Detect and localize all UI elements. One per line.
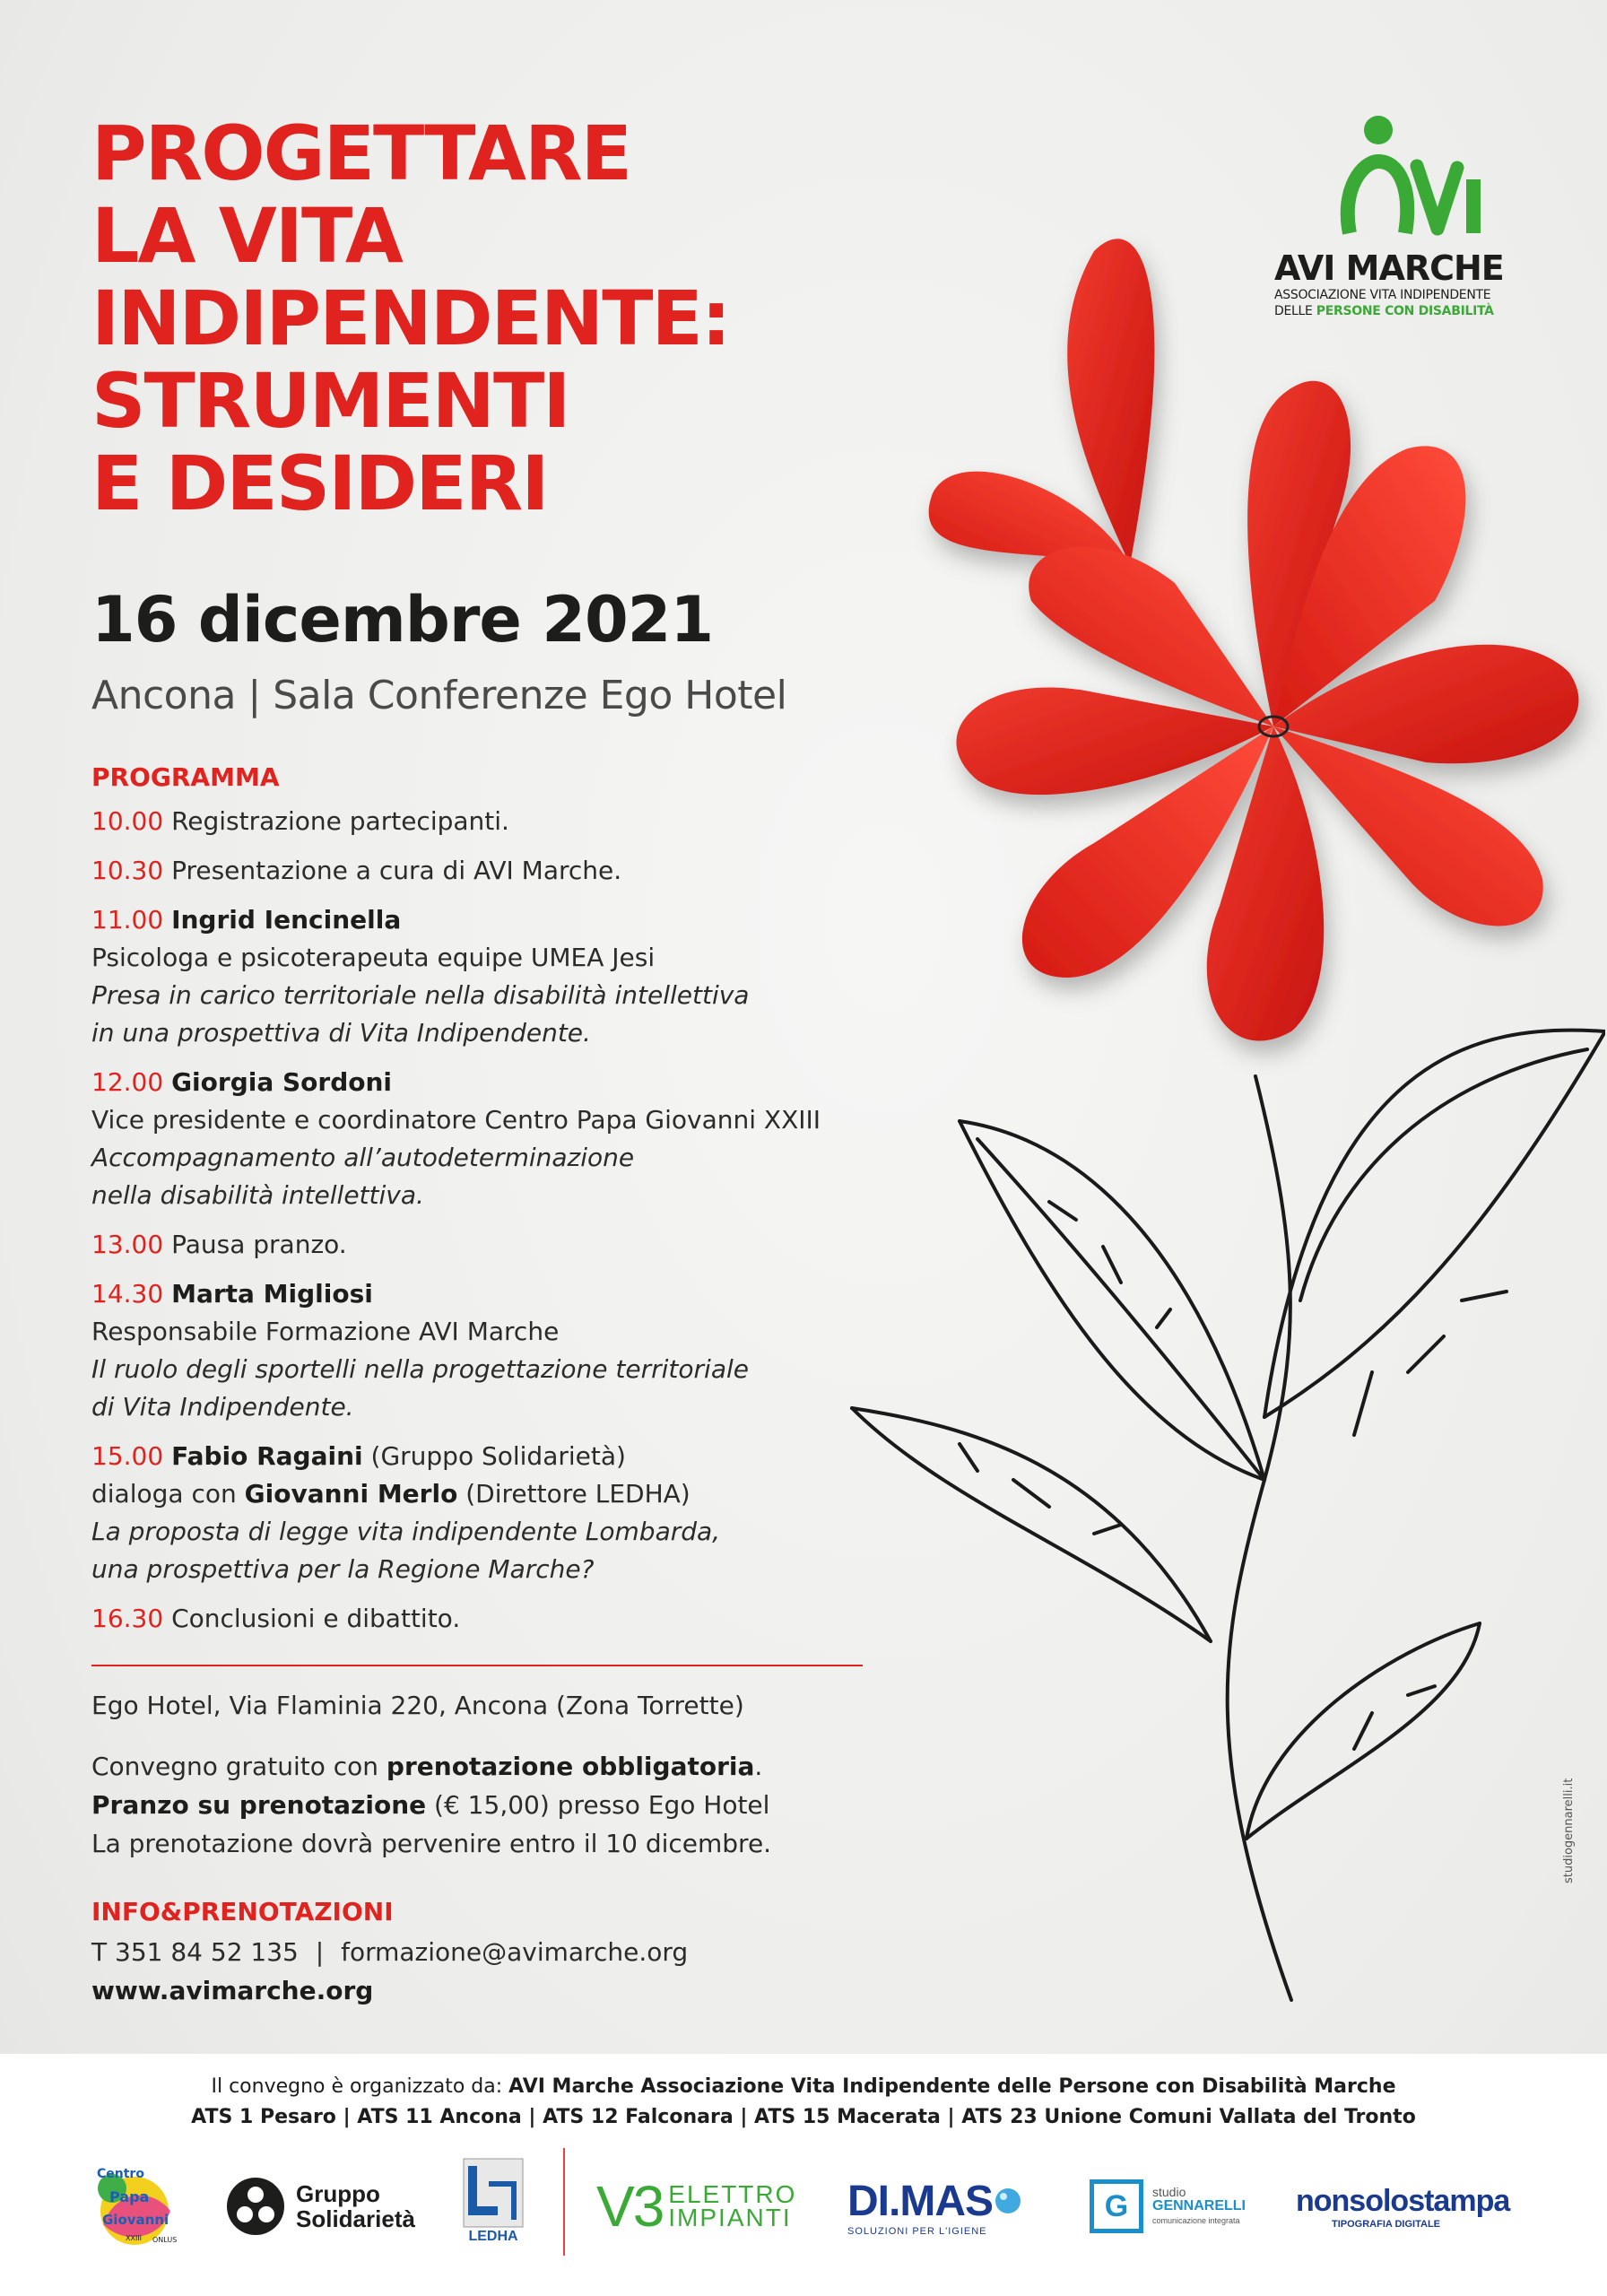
logo-separator [563, 2148, 565, 2256]
title-line: PROGETTARE [91, 109, 631, 197]
lunch-rest: (€ 15,00) presso Ego Hotel [434, 1790, 770, 1820]
contact-phone[interactable]: T 351 84 52 135 [91, 1937, 299, 1967]
program-topic: La proposta di legge vita indipendente Lombarda, [91, 1517, 721, 1546]
contact-email[interactable]: formazione@avimarche.org [341, 1937, 689, 1967]
title-line: E DESIDERI [91, 439, 548, 527]
v3-elettro-impianti-logo [596, 2161, 796, 2251]
title-line: INDIPENDENTE: [91, 274, 730, 362]
avi-subtitle-2b: PERSONE CON DISABILITÀ [1316, 304, 1494, 318]
program-dialog-prefix: dialoga con [91, 1479, 237, 1509]
gruppo-solidarieta-logo [224, 2161, 415, 2251]
dimas-name: DI.MAS [847, 2177, 993, 2225]
program-label: PROGRAMMA [91, 762, 280, 792]
ledha-logo [462, 2157, 525, 2256]
organizer-text [0, 2072, 1607, 2133]
gennarelli-line-1: studio [1152, 2185, 1186, 2199]
contact-separator: | [315, 1937, 325, 1967]
program-topic: nella disabilità intellettiva. [91, 1180, 424, 1210]
program-role: Responsabile Formazione AVI Marche [91, 1317, 560, 1346]
section-divider [91, 1665, 863, 1666]
program-text: Presentazione a cura di AVI Marche. [171, 856, 622, 885]
program-item [91, 1600, 863, 1638]
ats-list: ATS 1 Pesaro | ATS 11 Ancona | ATS 12 Falconara | ATS 15 Macerata | ATS 23 Unione Comuni Vallata del Tronto [191, 2106, 1416, 2128]
avi-subtitle-2a: DELLE [1274, 304, 1313, 318]
program-item [91, 1226, 863, 1264]
program-speaker-note: (Gruppo Solidarietà) [370, 1441, 626, 1471]
studio-gennarelli-logo [1090, 2161, 1246, 2251]
program-time: 10.30 [91, 856, 164, 885]
dimas-bubble-icon [993, 2186, 1023, 2216]
v3-mark: V3 [596, 2174, 664, 2239]
gruppo-solidarieta-icon [224, 2175, 287, 2238]
program-time: 11.00 [91, 905, 164, 935]
program-time: 12.00 [91, 1067, 164, 1097]
program-time: 13.00 [91, 1230, 164, 1259]
program-text: Registrazione partecipanti. [171, 806, 509, 836]
dimas-logo [847, 2161, 1023, 2251]
drawn-stem [852, 1031, 1605, 2000]
program-item [91, 1275, 863, 1426]
gennarelli-line-2: GENNARELLI [1152, 2198, 1246, 2213]
program-item [91, 852, 863, 890]
registration-info [91, 1747, 899, 1863]
registration-suffix: . [754, 1752, 763, 1781]
program-topic: una prospettiva per la Regione Marche? [91, 1554, 595, 1584]
ledha-label: LEDHA [468, 2229, 518, 2244]
cpg-line-3: Giovanni [102, 2212, 169, 2228]
avi-subtitle-1: ASSOCIAZIONE VITA INDIPENDENTE [1274, 288, 1491, 302]
centro-papa-giovanni-logo [90, 2161, 188, 2251]
program-role: Vice presidente e coordinatore Centro Papa Giovanni XXIII [91, 1105, 821, 1135]
gennarelli-mark: G [1104, 2188, 1129, 2223]
registration-prefix: Convegno gratuito con [91, 1752, 379, 1781]
program-time: 16.30 [91, 1604, 164, 1633]
program-item [91, 1064, 863, 1214]
program-speaker: Ingrid Iencinella [171, 905, 402, 935]
program-item [91, 901, 863, 1052]
program-topic: Accompagnamento all’autodeterminazione [91, 1143, 635, 1172]
contact-info [91, 1933, 688, 2010]
title-line: LA VITA [91, 192, 402, 280]
cpg-line-4: XXIII [126, 2234, 143, 2242]
program-role: Psicologa e psicoterapeuta equipe UMEA Jesi [91, 943, 656, 972]
cpg-line-2: Papa [109, 2188, 150, 2205]
event-title [91, 109, 730, 527]
program-topic: di Vita Indipendente. [91, 1392, 354, 1422]
program-item [91, 1438, 863, 1588]
v3-line-2: IMPIANTI [668, 2204, 792, 2231]
gennarelli-line-3: comunicazione integrata [1152, 2216, 1240, 2225]
venue-address: Ego Hotel, Via Flaminia 220, Ancona (Zona Torrette) [91, 1691, 744, 1720]
brand-name-avi: AVI [1274, 248, 1335, 288]
brand-name-marche: MARCHE [1345, 248, 1504, 288]
centro-papa-giovanni-icon [90, 2161, 188, 2251]
organizer-prefix: Il convegno è organizzato da: [211, 2075, 503, 2098]
designer-credit: studiogennarelli.it [1562, 1778, 1576, 1883]
organizer-name: AVI Marche Associazione Vita Indipendente delle Persone con Disabilità Marche [508, 2075, 1396, 2098]
program-topic: Il ruolo degli sportelli nella progettazione territoriale [91, 1354, 749, 1384]
program-text: Pausa pranzo. [171, 1230, 347, 1259]
program-text: Conclusioni e dibattito. [171, 1604, 461, 1633]
program-topic: in una prospettiva di Vita Indipendente. [91, 1018, 591, 1048]
registration-bold: prenotazione obbligatoria [386, 1752, 755, 1781]
gruppo-line-1: Gruppo [296, 2180, 380, 2207]
program-topic: Presa in carico territoriale nella disabilità intellettiva [91, 980, 750, 1010]
registration-deadline: La prenotazione dovrà pervenire entro il 10 dicembre. [91, 1829, 772, 1858]
program-item [91, 803, 863, 840]
program-speaker: Giorgia Sordoni [171, 1067, 393, 1097]
program-time: 15.00 [91, 1441, 164, 1471]
program-time: 10.00 [91, 806, 164, 836]
lunch-bold: Pranzo su prenotazione [91, 1790, 427, 1820]
website-link[interactable]: www.avimarche.org [91, 1976, 374, 2005]
program-speaker-2: Giovanni Merlo [244, 1479, 458, 1509]
ledha-icon [462, 2157, 525, 2229]
title-line: STRUMENTI [91, 357, 569, 445]
footer [0, 2054, 1607, 2296]
program-time: 14.30 [91, 1279, 164, 1309]
nonsolostampa-logo [1296, 2161, 1509, 2251]
nonsolostampa-sub: TIPOGRAFIA DIGITALE [1332, 2218, 1440, 2230]
cpg-onlus: ONLUS [152, 2236, 178, 2244]
v3-line-1: ELETTRO [668, 2180, 797, 2208]
event-date: 16 dicembre 2021 [91, 583, 714, 657]
program-list [91, 803, 863, 1649]
nonsolostampa-name: nonsolostampa [1296, 2183, 1510, 2218]
program-speaker: Marta Migliosi [171, 1279, 373, 1309]
dimas-sub: SOLUZIONI PER L'IGIENE [847, 2225, 987, 2237]
info-label: INFO&PRENOTAZIONI [91, 1897, 394, 1926]
paper-hearts [929, 239, 1579, 1040]
gruppo-line-2: Solidarietà [296, 2205, 415, 2232]
flower-illustration [798, 224, 1605, 2018]
cpg-line-1: Centro [97, 2167, 144, 2181]
event-venue: Ancona | Sala Conferenze Ego Hotel [91, 673, 787, 718]
program-speaker: Fabio Ragaini [171, 1441, 363, 1471]
program-speaker-2-note: (Direttore LEDHA) [465, 1479, 691, 1509]
